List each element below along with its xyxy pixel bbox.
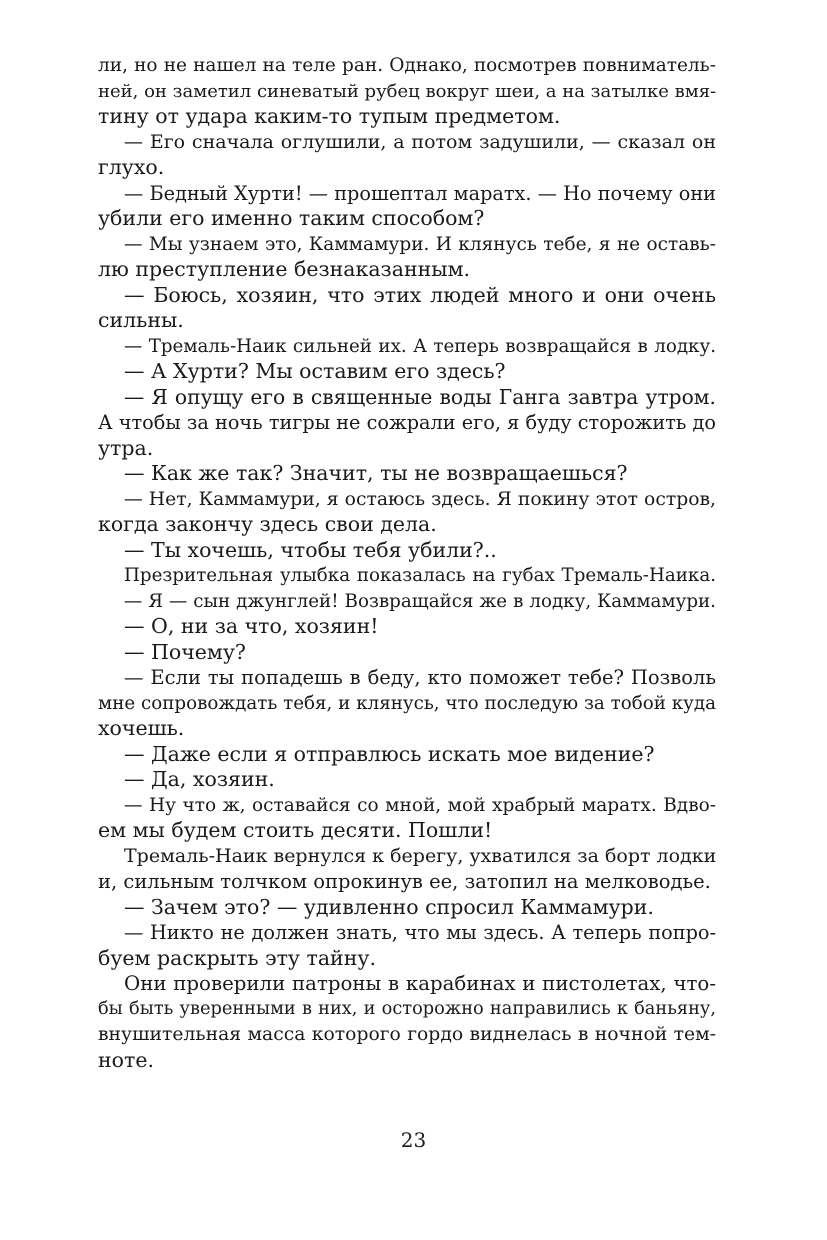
text-line: тину от удара каким-то тупым предметом. (98, 104, 561, 128)
text-line: — Бедный Хурти! — прошептал маратх. — Но почему они (124, 181, 716, 205)
text-line: — Почему? (124, 639, 246, 664)
text-line: — Боюсь, хозяин, что этих людей много и они очень (124, 282, 716, 307)
text-line: ней, он заметил синеватый рубец вокруг шеи, а на затылке вмя- (98, 80, 717, 102)
text-line: — Мы узнаем это, Каммамури. И клянусь тебе, я не оставь- (124, 233, 716, 255)
text-line: ем мы будем стоить десяти. Пошли! (98, 818, 493, 842)
text-line: внушительная масса которого гордо виднелась в ночной тем- (98, 1024, 716, 1045)
text-line: ли, но не нашел на теле ран. Однако, посмотрев повниматель- (98, 55, 716, 76)
text-line: — Я — сын джунглей! Возвращайся же в лодку, Каммамури. (124, 590, 716, 612)
text-line: — Да, хозяин. (124, 767, 275, 791)
text-line: — Нет, Каммамури, я остаюсь здесь. Я покину этот остров, (124, 488, 716, 510)
text-line: Презрительная улыбка показалась на губах Тремаль-Наика. (124, 565, 716, 586)
text-line: — Как же так? Значит, ты не возвращаешься? (124, 461, 628, 485)
text-line: — Я опущу его в священные воды Ганга завтра утром. (124, 384, 716, 409)
text-line: глухо. (98, 155, 165, 179)
text-line: — Никто не должен знать, что мы здесь. А теперь попро- (124, 921, 716, 944)
text-line: буем раскрыть эту тайну. (98, 945, 376, 970)
text-line: и, сильным толчком опрокинув ее, затопил на мелководье. (98, 870, 711, 893)
text-line: лю преступление безнаказанным. (98, 257, 471, 281)
text-line: ноте. (98, 1047, 154, 1072)
text-line: бы быть уверенными в них, и осторожно направились к баньяну, (98, 998, 716, 1019)
text-line: — Тремаль-Наик сильней их. А теперь возвращайся в лодку. (124, 335, 716, 357)
text-line: сильны. (98, 308, 184, 332)
text-line: — Ну что ж, оставайся со мной, мой храбрый маратх. Вдво- (124, 794, 716, 816)
text-line: — Зачем это? — удивленно спросил Каммамури. (124, 894, 654, 919)
text-line: утра. (98, 435, 154, 460)
text-line: Они проверили патроны в карабинах и пистолетах, что- (124, 972, 716, 995)
body-text (98, 53, 716, 1073)
text-line: мне сопровождать тебя, и клянусь, что последую за тобой куда (98, 692, 716, 714)
text-line: убили его именно таким способом? (98, 206, 485, 230)
text-line: — Его сначала оглушили, а потом задушили, — сказал он (124, 130, 716, 153)
text-line: — Ты хочешь, чтобы тебя убили?.. (124, 537, 497, 562)
text-line: — Если ты попадешь в беду, кто поможет тебе? Позволь (124, 666, 716, 689)
text-line: — Даже если я отправлюсь искать мое видение? (124, 741, 655, 766)
text-line: А чтобы за ночь тигры не сожрали его, я буду сторожить до (98, 411, 716, 434)
page-number: 23 (400, 1128, 427, 1152)
text-line: хочешь. (98, 716, 185, 740)
text-line: Тремаль-Наик вернулся к берегу, ухватился за борт лодки (124, 844, 717, 867)
text-line: — А Хурти? Мы оставим его здесь? (124, 359, 506, 383)
text-line: когда закончу здесь свои дела. (98, 512, 437, 536)
text-line: — О, ни за что, хозяин! (124, 614, 379, 638)
